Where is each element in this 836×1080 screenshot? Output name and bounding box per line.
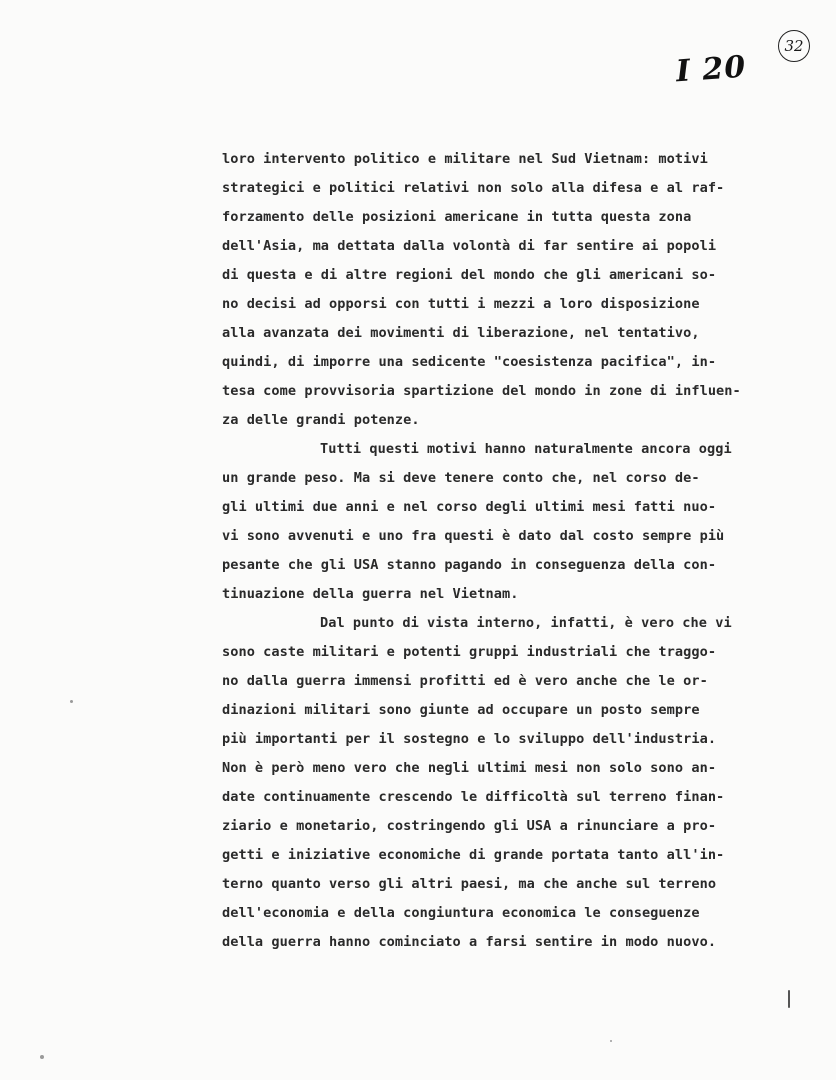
text-line: tinuazione della guerra nel Vietnam.	[222, 586, 519, 602]
scan-speck	[70, 700, 73, 703]
text-line: un grande peso. Ma si deve tenere conto che, nel corso de-	[222, 470, 700, 486]
text-line: terno quanto verso gli altri paesi, ma che anche sul terreno	[222, 876, 717, 892]
text-line: ziario e monetario, costringendo gli USA a rinunciare a pro-	[222, 818, 717, 834]
handwritten-document-mark: I 20	[674, 49, 748, 90]
text-line: alla avanzata dei movimenti di liberazione, nel tentativo,	[222, 325, 700, 341]
text-line: getti e iniziative economiche di grande portata tanto all'in-	[222, 847, 725, 863]
text-line: della guerra hanno cominciato a farsi sentire in modo nuovo.	[222, 934, 717, 950]
text-line: di questa e di altre regioni del mondo che gli americani so-	[222, 267, 717, 283]
text-line: Dal punto di vista interno, infatti, è vero che vi	[320, 615, 732, 631]
text-line: gli ultimi due anni e nel corso degli ultimi mesi fatti nuo-	[222, 499, 717, 515]
text-line: no dalla guerra immensi profitti ed è vero anche che le or-	[222, 673, 708, 689]
text-line: za delle grandi potenze.	[222, 412, 420, 428]
paragraph-2	[222, 435, 822, 609]
text-line: pesante che gli USA stanno pagando in conseguenza della con-	[222, 557, 717, 573]
text-line: no decisi ad opporsi con tutti i mezzi a loro disposizione	[222, 296, 700, 312]
text-line: quindi, di imporre una sedicente "coesistenza pacifica", in-	[222, 354, 717, 370]
text-line: sono caste militari e potenti gruppi industriali che traggo-	[222, 644, 717, 660]
text-line: dell'Asia, ma dettata dalla volontà di far sentire ai popoli	[222, 238, 717, 254]
paragraph-1	[222, 145, 822, 435]
scan-speck	[40, 1055, 44, 1059]
text-line: Tutti questi motivi hanno naturalmente ancora oggi	[320, 441, 732, 457]
text-line: vi sono avvenuti e uno fra questi è dato dal costo sempre più	[222, 528, 725, 544]
paragraph-3	[222, 609, 822, 957]
text-line: dinazioni militari sono giunte ad occupare un posto sempre	[222, 702, 700, 718]
text-line: dell'economia e della congiuntura economica le conseguenze	[222, 905, 700, 921]
text-line: tesa come provvisoria spartizione del mondo in zone di influen-	[222, 383, 741, 399]
text-line: forzamento delle posizioni americane in tutta questa zona	[222, 209, 692, 225]
text-line: loro intervento politico e militare nel Sud Vietnam: motivi	[222, 151, 708, 167]
text-line: strategici e politici relativi non solo alla difesa e al raf-	[222, 180, 725, 196]
text-line: più importanti per il sostegno e lo sviluppo dell'industria.	[222, 731, 717, 747]
text-line: Non è però meno vero che negli ultimi mesi non solo sono an-	[222, 760, 717, 776]
page-number-circle: 32	[778, 30, 810, 62]
scan-speck	[788, 990, 790, 1008]
scan-speck	[610, 1040, 612, 1042]
body-text	[222, 145, 822, 957]
text-line: date continuamente crescendo le difficoltà sul terreno finan-	[222, 789, 725, 805]
